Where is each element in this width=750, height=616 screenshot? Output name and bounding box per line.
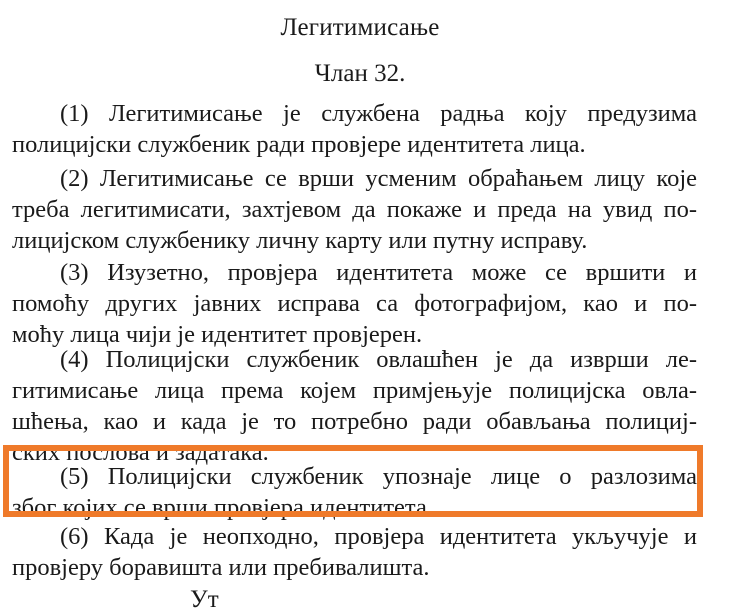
paragraph-line: шћења, као и када је то потребно ради обављања полициј- <box>12 408 697 435</box>
paragraph-line: (2) Легитимисање се врши усменим обраћањем лицу које <box>60 165 697 192</box>
paragraph-line: ских послова и задатака. <box>12 439 269 466</box>
paragraph-line: провјеру боравишта или пребивалишта. <box>12 554 430 581</box>
paragraph-line: лицијском службенику личну карту или путну исправу. <box>12 227 588 254</box>
paragraph-line: (6) Када је неопходно, провјера идентитета укључује и <box>60 523 697 550</box>
paragraph-line: (4) Полицијски службеник овлашћен је да изврши ле- <box>60 346 697 373</box>
paragraph-3 <box>12 257 697 350</box>
paragraph-line: полицијски службеник ради провјере идентитета лица. <box>12 131 586 158</box>
paragraph-line: због којих се врши провјера идентитета. <box>12 494 433 521</box>
paragraph-5-highlighted <box>12 461 697 523</box>
paragraph-2 <box>12 163 697 256</box>
paragraph-line: (5) Полицијски службеник упознаје лице о разлозима <box>60 463 697 490</box>
next-heading-partial: Ут <box>190 586 219 613</box>
paragraph-line: (1) Легитимисање је службена радња коју предузима <box>60 100 697 127</box>
paragraph-line: (3) Изузетно, провјера идентитета може се вршити и <box>60 259 697 286</box>
paragraph-line: треба легитимисати, захтјевом да покаже и преда на увид по- <box>12 196 697 223</box>
paragraph-1 <box>12 98 697 160</box>
section-title: Легитимисање <box>280 14 440 41</box>
paragraph-line: помоћу других јавних исправа са фотографијом, као и по- <box>12 290 697 317</box>
article-title: Члан 32. <box>314 60 406 87</box>
paragraph-line: моћу лица чији је идентитет провјерен. <box>12 321 423 348</box>
paragraph-4 <box>12 344 697 468</box>
paragraph-6 <box>12 521 697 583</box>
paragraph-line: гитимисање лица према којем примјењује полицијска овла- <box>12 377 697 404</box>
